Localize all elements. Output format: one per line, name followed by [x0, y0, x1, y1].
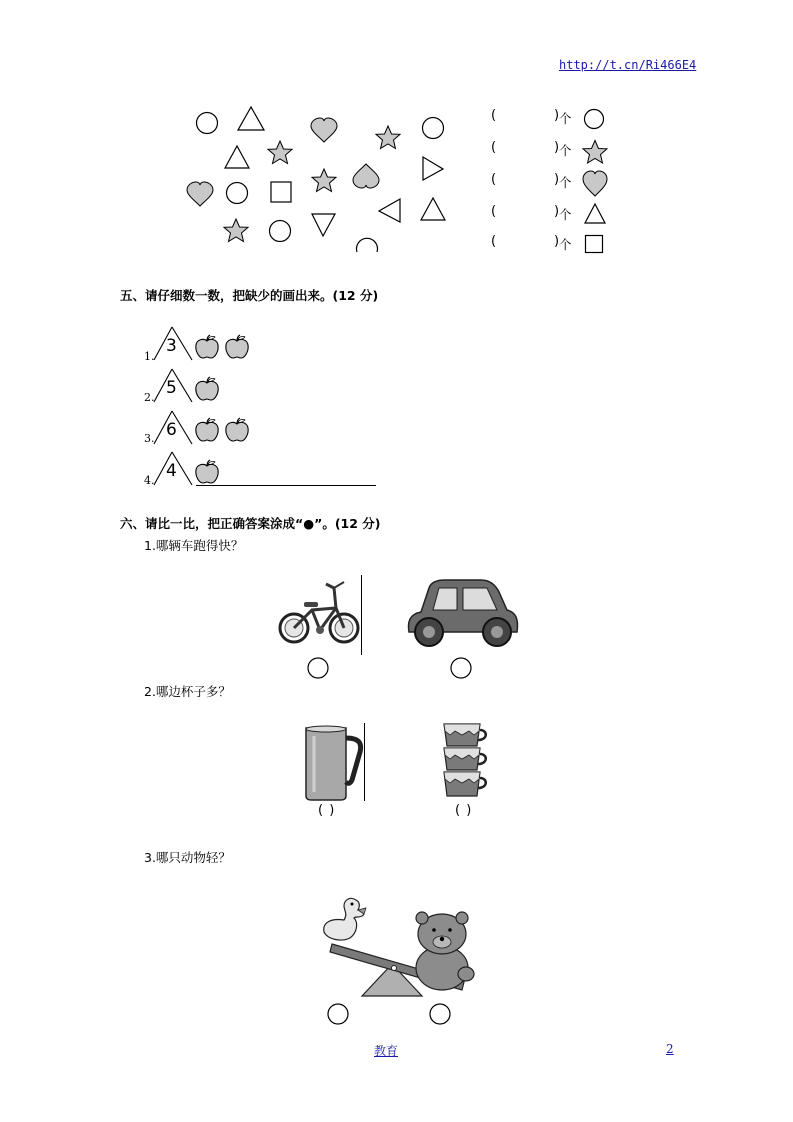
circle-icon [270, 221, 291, 242]
answer-blank-open[interactable]: ( [491, 108, 497, 123]
number-label: 4 [166, 461, 177, 481]
count-answer-list [490, 105, 620, 255]
unit-label: 个 [559, 111, 572, 126]
circle-icon [583, 108, 605, 130]
heart-icon [353, 164, 379, 188]
answer-blank-close: ) [554, 108, 560, 123]
header-url-link[interactable]: http://t.cn/Ri466E4 [559, 58, 697, 72]
triangle-icon [225, 146, 249, 168]
heart-icon [187, 182, 213, 206]
item-number: 3. [144, 432, 155, 445]
circle-icon [357, 238, 378, 252]
section-six-title: 六、请比一比，把正确答案涂成“●”。(12 分) [120, 516, 381, 531]
number-label: 6 [166, 420, 177, 440]
star-icon [224, 219, 248, 242]
star-icon [268, 141, 292, 164]
answer-blank-open[interactable]: ( [491, 204, 497, 219]
heart-icon [311, 118, 337, 142]
answer-circle-bear[interactable] [428, 1002, 452, 1026]
triangle-icon [583, 202, 607, 226]
question-1-text: 1.哪辆车跑得快？ [144, 538, 244, 553]
item-number: 1. [144, 350, 155, 363]
count-row [490, 204, 620, 228]
seesaw-image [314, 892, 480, 1002]
unit-label: 个 [559, 143, 572, 158]
divider-line [364, 723, 365, 801]
square-icon [271, 182, 291, 202]
bicycle-image [274, 574, 364, 654]
triangle-icon [421, 198, 445, 220]
circle-icon [227, 183, 248, 204]
stacked-cups-image [440, 722, 492, 800]
apple-icon [194, 417, 220, 443]
answer-blank-mug[interactable]: ( ) [318, 803, 336, 818]
apple-icon [194, 334, 220, 360]
divider-line [361, 575, 362, 655]
apple-icon [194, 459, 220, 485]
drawing-answer-line[interactable] [196, 485, 376, 486]
mug-image [300, 722, 366, 802]
triangle-icon [379, 199, 400, 222]
number-label: 3 [166, 336, 177, 356]
star-icon [582, 139, 608, 165]
star-icon [376, 126, 400, 149]
shapes-scatter [180, 100, 460, 260]
answer-blank-close: ) [554, 204, 560, 219]
answer-circle-car[interactable] [449, 656, 473, 680]
footer-link[interactable]: 教育 [374, 1044, 399, 1058]
section-five-title: 五、请仔细数一数，把缺少的画出来。(12 分) [120, 288, 379, 303]
triangle-icon [238, 107, 264, 130]
count-row [490, 108, 620, 130]
apple-icon [224, 417, 250, 443]
car-image [403, 574, 523, 654]
unit-label: 个 [559, 237, 572, 252]
answer-blank-open[interactable]: ( [491, 234, 497, 249]
triangle-icon [423, 157, 443, 180]
answer-blank-open[interactable]: ( [491, 172, 497, 187]
answer-blank-close: ) [554, 140, 560, 155]
answer-circle-bicycle[interactable] [306, 656, 330, 680]
heart-icon [582, 170, 608, 198]
apple-icon [224, 334, 250, 360]
star-icon [312, 169, 336, 192]
question-2-text: 2.哪边杯子多？ [144, 684, 231, 699]
answer-circle-duck[interactable] [326, 1002, 350, 1026]
answer-blank-open[interactable]: ( [491, 140, 497, 155]
question-3-text: 3.哪只动物轻？ [144, 850, 231, 865]
apple-icon [194, 376, 220, 402]
answer-blank-close: ) [554, 172, 560, 187]
square-icon [584, 234, 604, 254]
page-number: 2 [666, 1042, 674, 1056]
number-label: 5 [166, 378, 177, 398]
unit-label: 个 [559, 207, 572, 222]
count-row [490, 172, 620, 196]
count-row [490, 234, 620, 256]
triangle-icon [312, 214, 335, 236]
unit-label: 个 [559, 175, 572, 190]
answer-blank-close: ) [554, 234, 560, 249]
item-number: 2. [144, 391, 155, 404]
item-number: 4. [144, 474, 155, 487]
count-row [490, 140, 620, 164]
circle-icon [423, 118, 444, 139]
circle-icon [197, 113, 218, 134]
answer-blank-cups[interactable]: ( ) [455, 803, 473, 818]
